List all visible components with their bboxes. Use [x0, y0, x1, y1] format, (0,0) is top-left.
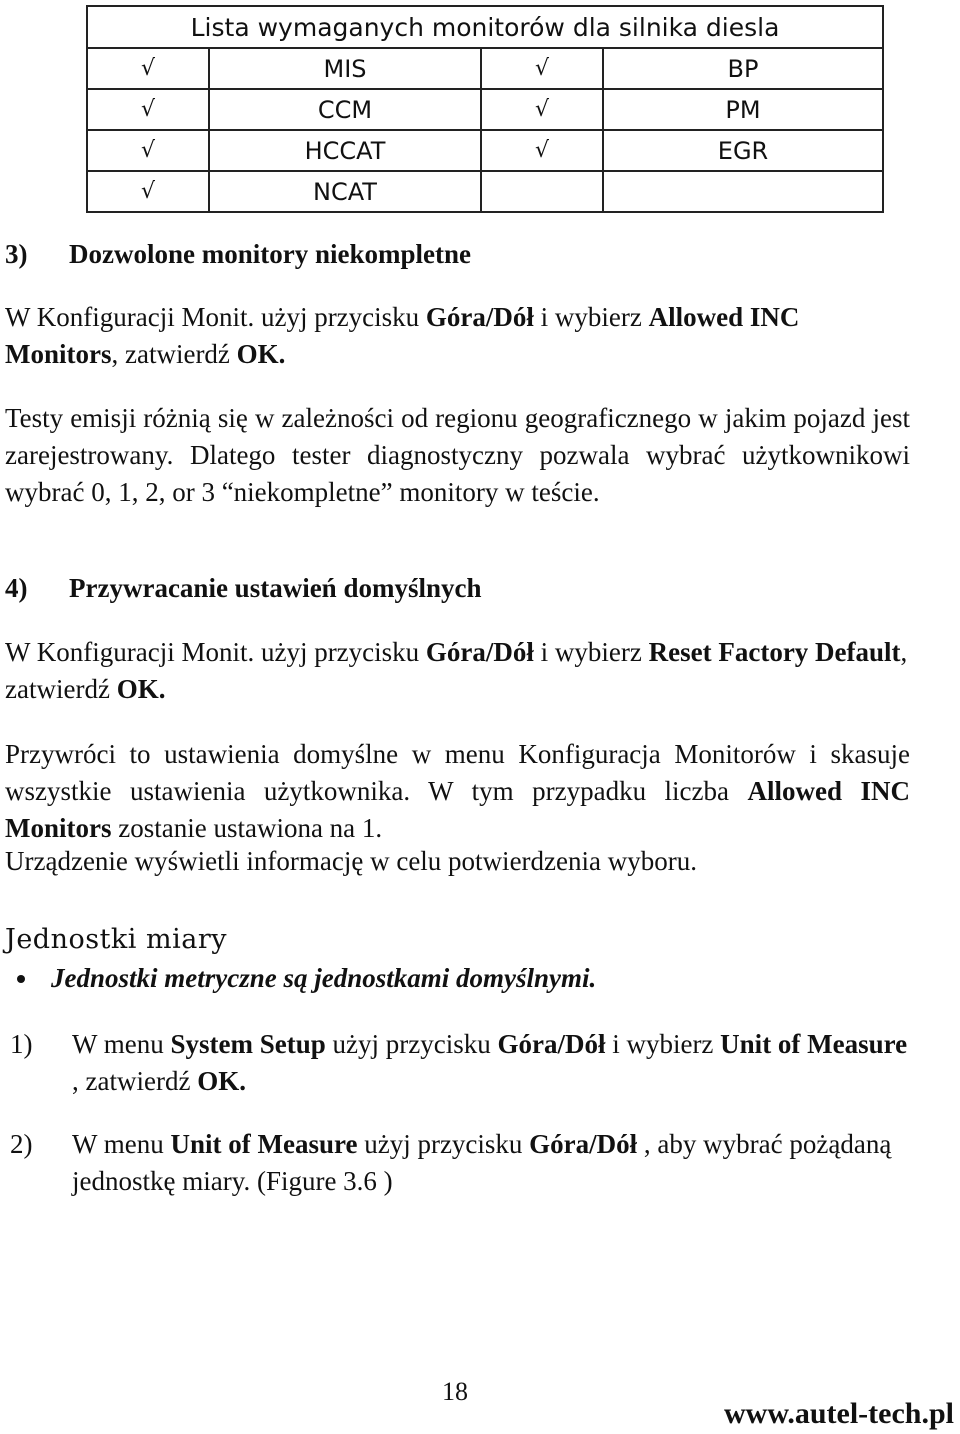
menu-option-name: Unit of Measure — [720, 1029, 908, 1059]
page-number: 18 — [442, 1377, 468, 1406]
monitor-name: NCAT — [209, 171, 481, 212]
key-name: OK. — [197, 1066, 246, 1096]
menu-name: Unit of Measure — [170, 1129, 358, 1159]
check-mark-icon: √ — [481, 130, 603, 171]
table-row — [87, 89, 883, 130]
text-span: użyj przycisku — [357, 1129, 530, 1159]
menu-option-name: Allowed INC Monitors — [5, 302, 800, 369]
section-3-heading — [5, 236, 910, 273]
units-bullet-text: Jednostki metryczne są jednostkami domyślnymi. — [51, 963, 597, 993]
key-name: OK. — [116, 674, 166, 704]
section-3-instruction — [5, 299, 910, 373]
units-step-2 — [10, 1126, 910, 1200]
monitor-name: CCM — [209, 89, 481, 130]
text-span: Przywróci to ustawienia domyślne w menu Konfiguracja Monitorów i skasuje wszystkie ustawienia użytkownika. W tym przypadku liczba — [5, 739, 910, 806]
text-span: i wybierz — [605, 1029, 721, 1059]
monitor-name: HCCAT — [209, 130, 481, 171]
section-4-heading — [5, 570, 910, 607]
text-span: , zatwierdź — [5, 637, 908, 704]
table-header-row — [87, 6, 883, 48]
table-title: Lista wymaganych monitorów dla silnika diesla — [87, 6, 883, 48]
text-span: , zatwierdź — [72, 1066, 198, 1096]
key-name: Góra/Dół — [529, 1129, 638, 1159]
required-monitors-table — [86, 5, 884, 213]
text-span: , aby wybrać pożądaną jednostkę miary. (Figure 3.6 ) — [72, 1129, 892, 1196]
text-span: W menu — [72, 1029, 171, 1059]
check-mark-icon: √ — [481, 48, 603, 89]
table-row — [87, 171, 883, 212]
monitor-name: BP — [603, 48, 883, 89]
table-row — [87, 130, 883, 171]
section-4-note: Urządzenie wyświetli informację w celu potwierdzenia wyboru. — [5, 846, 697, 876]
key-name: OK. — [236, 339, 286, 369]
text-span: i wybierz — [533, 637, 649, 667]
key-name: Góra/Dół — [425, 302, 534, 332]
text-span: zostanie ustawiona na 1. — [111, 813, 383, 843]
menu-option-name: Allowed INC Monitors — [5, 776, 910, 843]
units-bullet — [5, 963, 596, 994]
units-section-title: Jednostki miary — [5, 924, 228, 955]
menu-option-name: Reset Factory Default — [648, 637, 901, 667]
step-text — [72, 1026, 910, 1100]
bullet-icon — [17, 975, 25, 983]
section-4-description — [5, 736, 910, 847]
section-4-instruction — [5, 634, 910, 708]
table-row — [87, 48, 883, 89]
key-name: Góra/Dół — [497, 1029, 606, 1059]
units-step-1 — [10, 1026, 910, 1100]
monitor-name: MIS — [209, 48, 481, 89]
step-number: 2) — [10, 1129, 33, 1159]
website-url: www.autel-tech.pl — [724, 1397, 954, 1430]
check-mark-icon: √ — [87, 130, 209, 171]
section-3-number: 3) — [5, 239, 28, 269]
empty-cell — [603, 171, 883, 212]
section-3-title: Dozwolone monitory niekompletne — [69, 239, 471, 269]
check-mark-icon: √ — [87, 89, 209, 130]
monitor-name: EGR — [603, 130, 883, 171]
section-3-description: Testy emisji różnią się w zależności od regionu geograficznego w jakim pojazd jest zarejestrowany. Dlatego tester diagnostyczny pozwala wybrać użytkownikowi wybrać 0, 1, 2, or 3 “niekompletne” monitory w teście. — [5, 403, 910, 507]
check-mark-icon: √ — [87, 171, 209, 212]
text-span: W menu — [72, 1129, 171, 1159]
key-name: Góra/Dół — [425, 637, 534, 667]
check-mark-icon: √ — [481, 89, 603, 130]
section-4-title: Przywracanie ustawień domyślnych — [69, 573, 482, 603]
step-number: 1) — [10, 1029, 33, 1059]
section-4-number: 4) — [5, 573, 28, 603]
check-mark-icon: √ — [87, 48, 209, 89]
text-span: W Konfiguracji Monit. użyj przycisku — [5, 302, 426, 332]
monitor-name: PM — [603, 89, 883, 130]
step-text — [72, 1126, 910, 1200]
text-span: , zatwierdź — [111, 339, 237, 369]
text-span: i wybierz — [533, 302, 649, 332]
menu-name: System Setup — [170, 1029, 326, 1059]
empty-cell — [481, 171, 603, 212]
text-span: W Konfiguracji Monit. użyj przycisku — [5, 637, 426, 667]
text-span: użyj przycisku — [325, 1029, 498, 1059]
